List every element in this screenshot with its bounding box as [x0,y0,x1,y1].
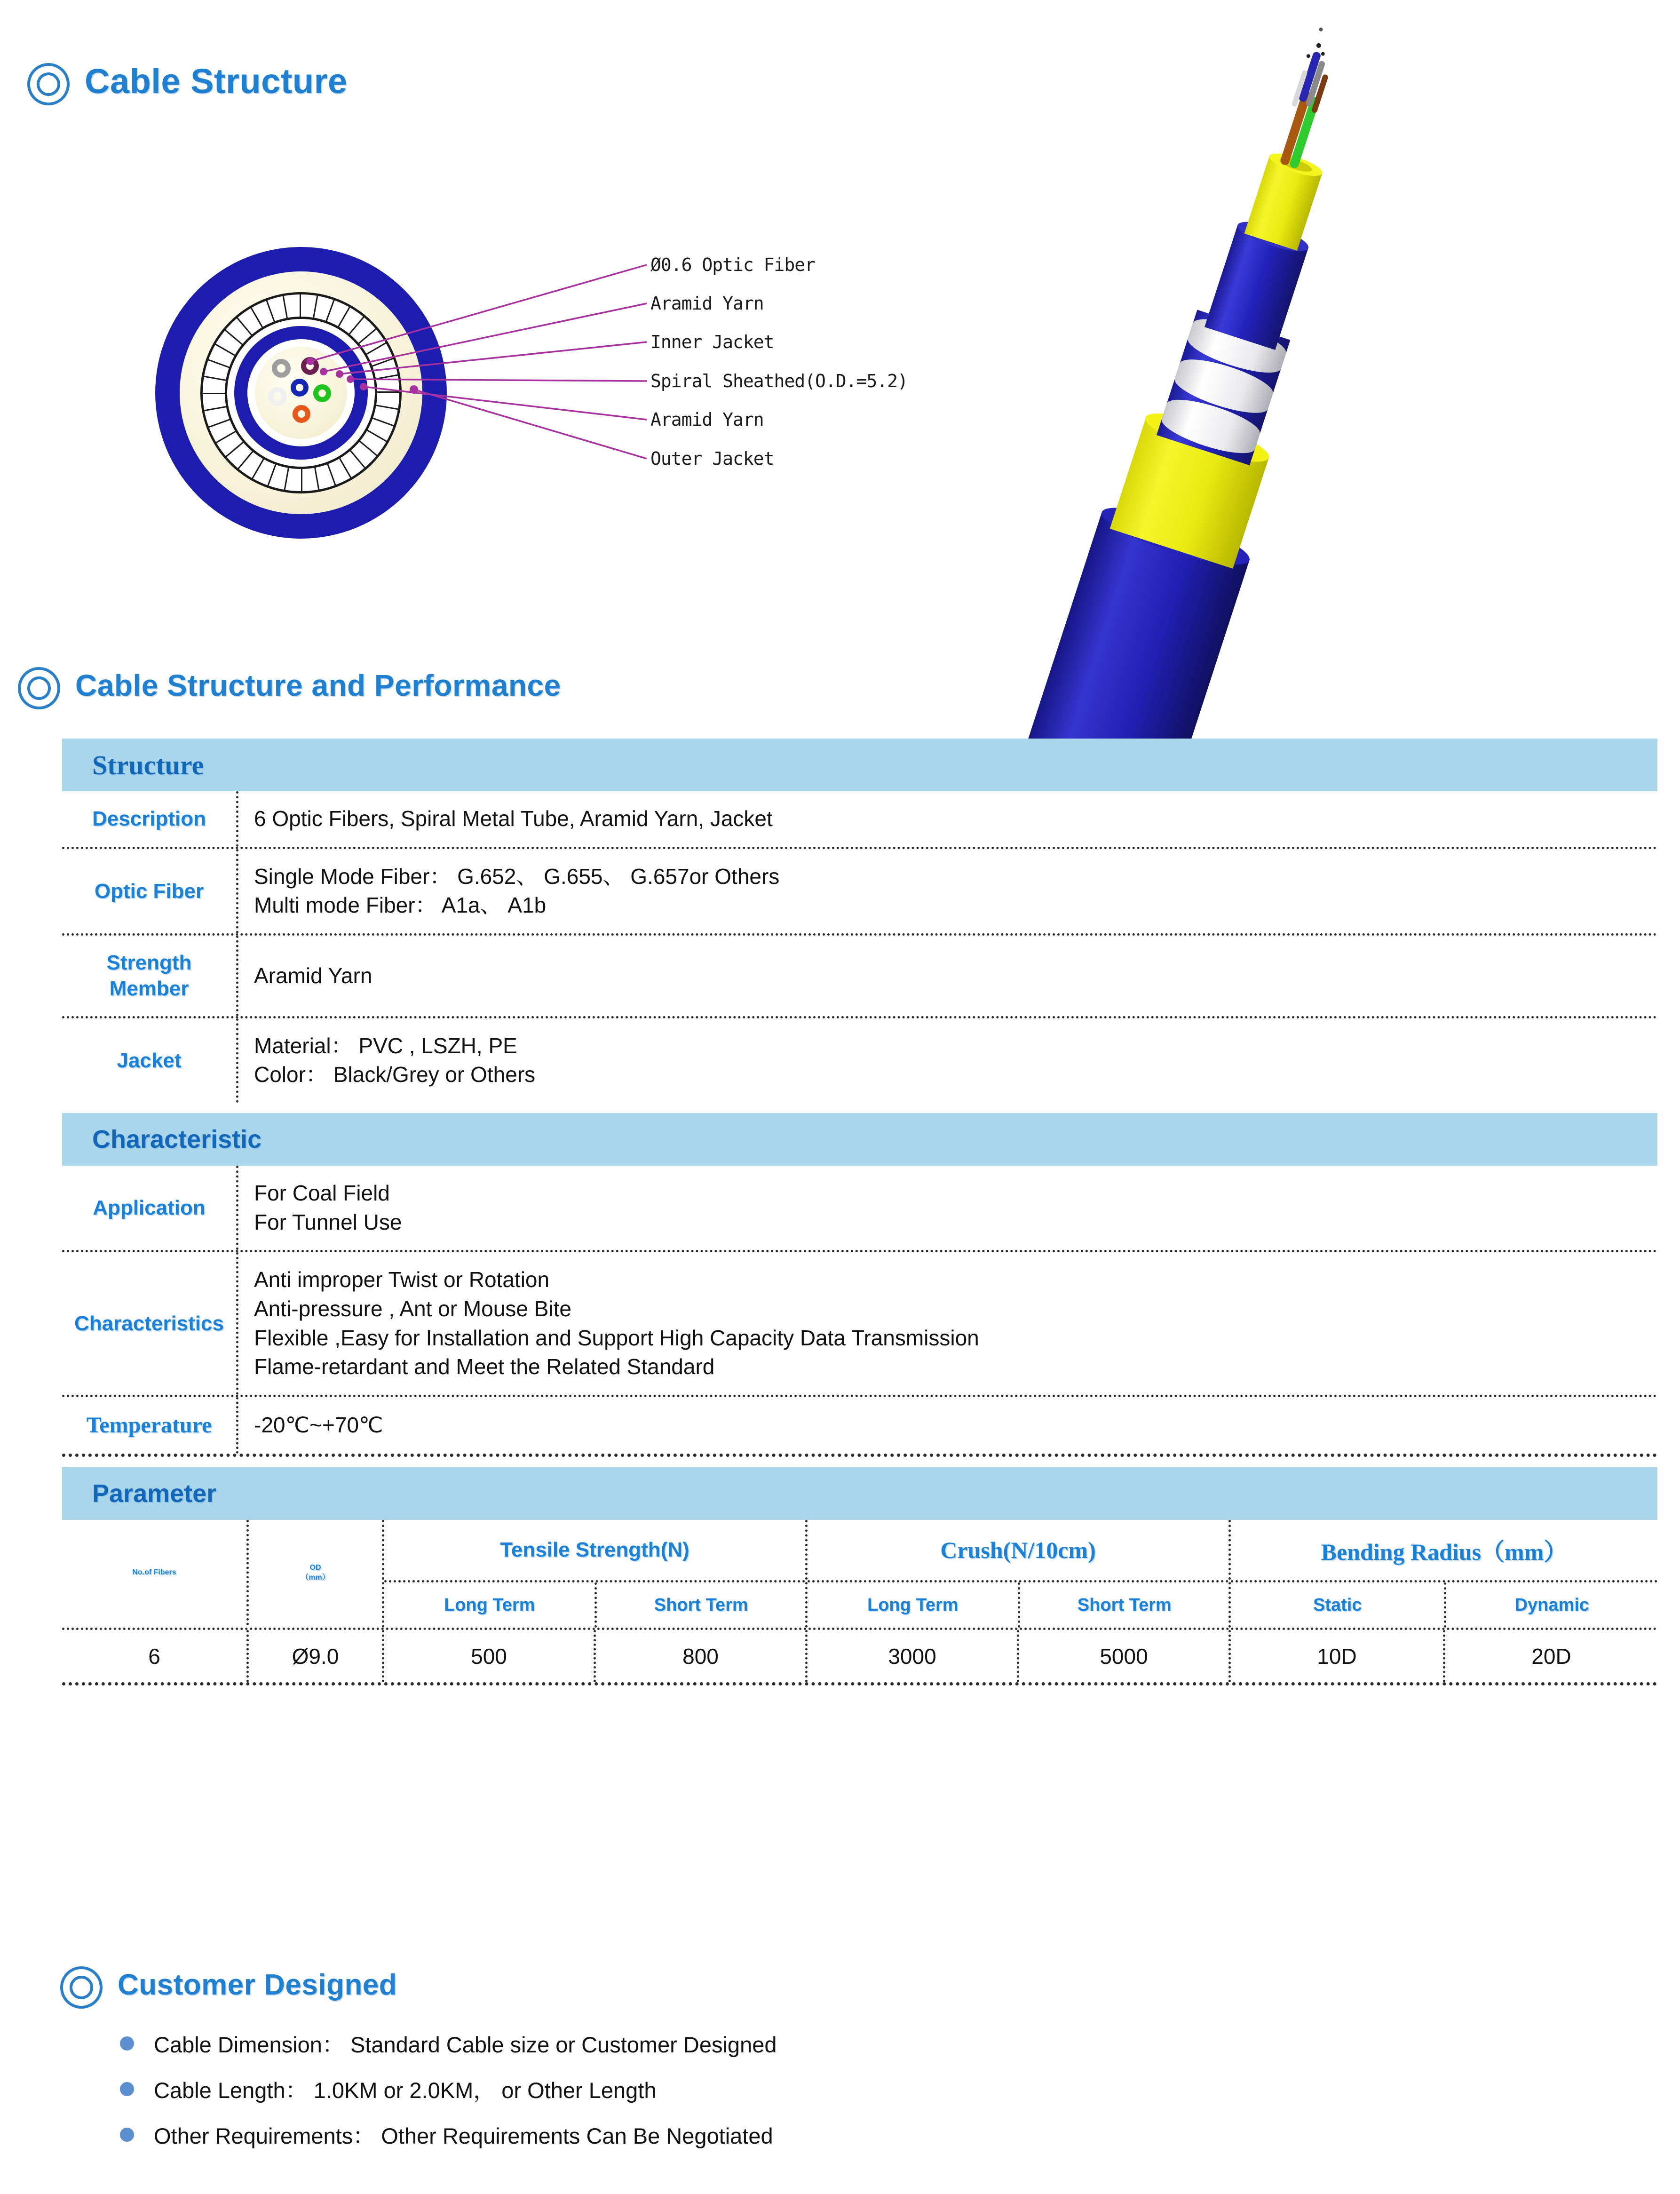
callout-label-optic-fiber: Ø0.6 Optic Fiber [650,254,816,275]
row-value-temperature: -20℃~+70℃ [254,1413,383,1438]
param-header-od [246,1520,382,1625]
row-label-temperature: Temperature [86,1412,212,1438]
section-heading-customer-designed [60,1966,397,2003]
list-item [120,2066,777,2112]
parameter-header [62,1520,1657,1628]
table-row [62,1250,1657,1395]
band-label-characteristic: Characteristic [92,1125,262,1153]
band-label-parameter: Parameter [92,1479,217,1508]
table-divider [62,1454,1657,1457]
parameter-grid [62,1520,1657,1685]
row-label-application: Application [93,1196,206,1219]
list-item-label: Cable Length： 1.0KM or 2.0KM， or Other Length [154,2078,657,2103]
row-value-application: For Coal Field For Tunnel Use [254,1181,402,1234]
callout-label-inner-jacket: Inner Jacket [650,332,774,352]
section-title-customer-designed: Customer Designed [118,1968,397,2001]
label-line: Strength [106,951,192,974]
param-header-bending-group [1228,1520,1657,1628]
row-label-description: Description [92,807,206,831]
param-header-od-line1: OD [309,1563,321,1572]
section-title-structure-performance: Cable Structure and Performance [75,668,561,702]
table-row [62,791,1657,847]
param-value-bending-static: 10D [1228,1630,1443,1682]
row-value-description: 6 Optic Fibers, Spiral Metal Tube, Aramid Yarn, Jacket [254,806,773,831]
row-label-jacket: Jacket [117,1049,182,1072]
param-value-no-of-fibers: 6 [148,1644,160,1669]
page-title: Cable Structure [85,62,348,101]
param-subheader-crush-long-term: Long Term [867,1595,959,1615]
param-header-bending-radius: Bending Radius（mm） [1321,1539,1568,1566]
callout-label-aramid-yarn-outer: Aramid Yarn [650,409,764,430]
row-value-characteristics: Anti improper Twist or Rotation Anti-pressure , Ant or Mouse Bite Flexible ,Easy for Installation and Support High Capacity Data Transmission Flame-retardant and Meet the Related Standard [254,1267,979,1379]
list-item [120,2112,777,2157]
target-ring-icon [60,1966,97,2003]
row-value-optic-fiber: Single Mode Fiber： G.652、 G.655、 G.657or Others Multi mode Fiber： A1a、 A1b [254,864,780,918]
param-header-od-line2: （mm） [301,1574,330,1582]
bullet-dot-icon [120,2082,134,2096]
diagram-callouts [0,0,988,588]
callout-label-outer-jacket: Outer Jacket [650,448,774,469]
table-row [62,1016,1657,1103]
param-value-bending-dynamic: 20D [1443,1630,1657,1682]
table-section-band-parameter [62,1467,1657,1520]
param-value-od: Ø9.0 [246,1630,382,1682]
param-header-crush-group [805,1520,1228,1628]
specification-table [62,739,1657,1685]
row-label-characteristics: Characteristics [74,1312,224,1335]
param-header-crush: Crush(N/10cm) [940,1537,1096,1564]
callout-label-aramid-yarn-inner: Aramid Yarn [650,293,764,314]
list-item [120,2020,777,2066]
list-item-label: Cable Dimension： Standard Cable size or Customer Designed [154,2032,777,2057]
row-label-strength-member [62,936,236,1016]
section-heading-structure-performance [18,667,561,704]
row-value-strength-member: Aramid Yarn [254,963,372,988]
table-row [62,847,1657,933]
param-subheader-static: Static [1313,1595,1362,1615]
list-item-label: Other Requirements： Other Requirements Can Be Negotiated [154,2123,773,2148]
param-subheader-tensile-long-term: Long Term [444,1595,535,1615]
table-section-band-characteristic [62,1113,1657,1166]
param-header-tensile-group [382,1520,805,1628]
param-value-crush-long-term: 3000 [805,1630,1017,1682]
bullet-dot-icon [120,2128,134,2142]
callout-leader-lines [0,0,988,588]
label-line: Member [109,977,189,1001]
customer-designed-list [120,2020,777,2157]
param-value-tensile-long-term: 500 [382,1630,594,1682]
table-section-band-structure [62,739,1657,791]
parameter-data-row [62,1628,1657,1682]
row-value-jacket: Material： PVC , LSZH, PE Color： Black/Grey or Others [254,1033,536,1087]
table-row [62,1166,1657,1250]
band-label-structure: Structure [92,749,204,780]
param-header-no-of-fibers: No.of Fibers [132,1568,176,1577]
table-row [62,933,1657,1016]
param-subheader-tensile-short-term: Short Term [594,1582,805,1628]
row-label-optic-fiber: Optic Fiber [94,879,204,903]
bullet-dot-icon [120,2036,134,2051]
callout-label-spiral-sheathed: Spiral Sheathed(O.D.=5.2) [650,371,908,391]
table-divider [62,1682,1657,1685]
param-subheader-dynamic: Dynamic [1444,1582,1657,1628]
param-subheader-crush-short-term: Short Term [1018,1582,1228,1628]
cable-3d-render [936,0,1680,743]
param-value-tensile-short-term: 800 [594,1630,805,1682]
target-ring-icon [18,667,55,704]
param-value-crush-short-term: 5000 [1017,1630,1228,1682]
param-header-tensile-strength: Tensile Strength(N) [500,1538,689,1562]
table-row [62,1395,1657,1454]
